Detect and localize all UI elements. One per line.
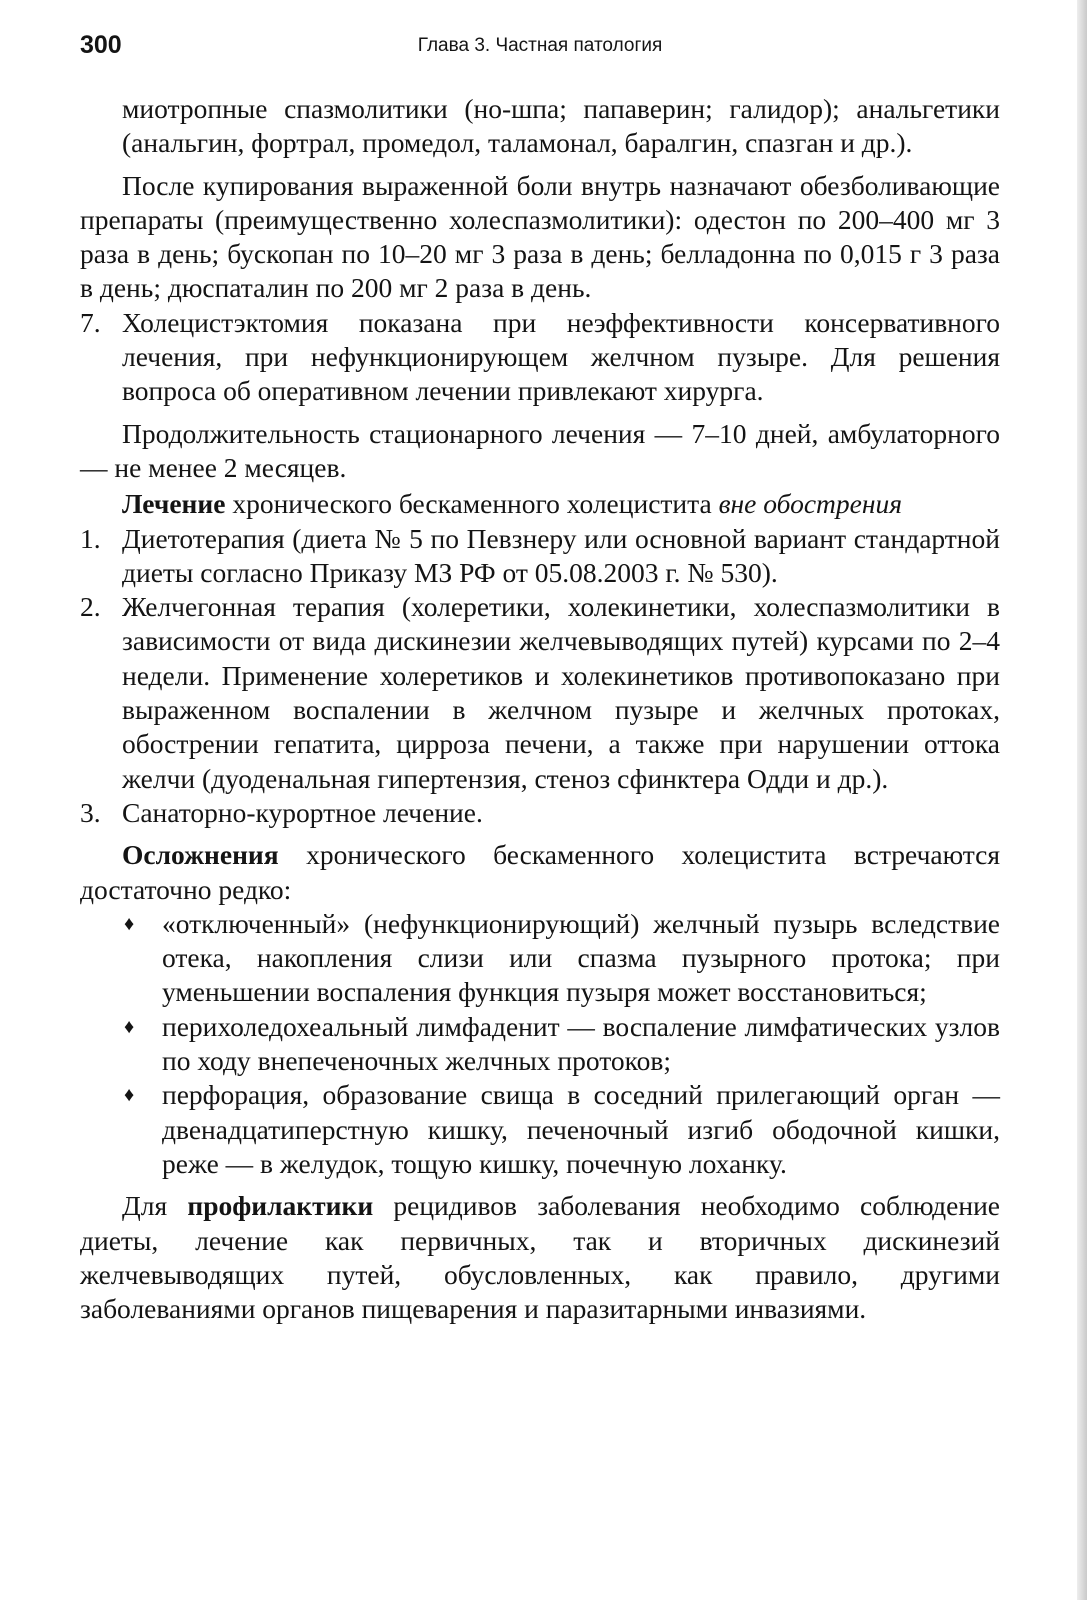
list-item-continuation: миотропные спазмолитики (но-шпа; папаверин; галидор); анальгетики (анальгин, фортрал, промедол, таламонал, баралгин, спазган и др.). [122, 93, 1000, 159]
prevention-paragraph [80, 1189, 1000, 1326]
list-item-7 [80, 306, 1000, 409]
treatment-heading-italic: вне обострения [718, 488, 903, 520]
list-item-text: Диетотерапия (диета № 5 по Певзнеру или основной вариант стандартной диеты согласно Приказу МЗ РФ от 05.08.2003 г. № 530). [122, 522, 1000, 588]
list-item-1 [80, 522, 1000, 591]
treatment-heading [80, 487, 1000, 521]
complications-paragraph [80, 838, 1000, 907]
list-item-text: Санаторно-курортное лечение. [122, 796, 483, 828]
page-body [80, 92, 1000, 1326]
list-item-text: Желчегонная терапия (холеретики, холекинетики, холеспазмолитики в зависимости от вида дискинезии желчевыводящих путей) курсами по 2–4 недели. Применение холеретиков и холекинетиков противопоказано при выраженном воспалении в желчном пузыре и желчных протоках, обострении гепатита, цирроза печени, а также при нарушении оттока желчи (дуоденальная гипертензия, стеноз сфинктера Одди и др.). [122, 591, 1000, 794]
bullet-item-3 [80, 1078, 1000, 1181]
list-item-2 [80, 590, 1000, 796]
paragraph-duration: Продолжительность стационарного лечения — 7–10 дней, амбулаторного — не менее 2 месяцев. [80, 417, 1000, 483]
bullet-diamond-icon: ♦ [124, 1084, 135, 1107]
bullet-item-2 [80, 1010, 1000, 1079]
bullet-text: перихоледохеальный лимфаденит — воспаление лимфатических узлов по ходу внепеченочных желчных протоков; [162, 1010, 1000, 1077]
page-edge-shadow [1077, 0, 1087, 1600]
prevention-text: рецидивов заболевания необходимо соблюдение диеты, лечение как первичных, так и вторичных дискинезий желчевыводящих путей, обусловленных, как правило, другими заболеваниями органов пищеварения и паразитарными инвазиями. [80, 1190, 1000, 1325]
page-number: 300 [80, 31, 122, 59]
paragraph-pain-relief: После купирования выраженной боли внутрь назначают обезболивающие препараты (преимущественно холеспазмолитики): одестон по 200–400 мг 3 раза в день; бускопан по 10–20 мг 3 раза в день; белладонна по 0,015 г 3 раза в день; дюспаталин по 200 мг 2 раза в день. [80, 169, 1000, 304]
list-item-3 [80, 796, 1000, 830]
list-item-text: Холецистэктомия показана при неэффективности консервативного лечения, при нефункционирующем желчном пузыре. Для решения вопроса об оперативном лечении привлекают хирурга. [122, 306, 1000, 407]
running-title: Глава 3. Частная патология [417, 35, 663, 56]
list-number: 1. [80, 522, 101, 554]
treatment-heading-text: хронического бескаменного холецистита [225, 488, 719, 520]
bullet-text: перфорация, образование свища в соседний прилегающий орган — двенадцатиперстную кишку, печеночный изгиб ободочной кишки, реже — в желудок, тощую кишку, почечную лоханку. [162, 1079, 1000, 1179]
treatment-heading-bold: Лечение [122, 488, 226, 520]
bullet-item-1 [80, 907, 1000, 1010]
bullet-diamond-icon: ♦ [124, 912, 135, 935]
prevention-lead: Для [122, 1190, 188, 1222]
list-number: 3. [80, 796, 101, 828]
bullet-diamond-icon: ♦ [124, 1015, 135, 1038]
prevention-bold: профилактики [187, 1190, 374, 1222]
list-number: 7. [80, 306, 101, 338]
complications-bold: Осложнения [122, 839, 279, 871]
complications-text: хронического бескаменного холецистита встречаются достаточно редко: [80, 839, 1000, 905]
page-header [80, 30, 1000, 62]
list-number: 2. [80, 591, 101, 623]
bullet-text: «отключенный» (нефункционирующий) желчный пузырь вследствие отека, накопления слизи или спазма пузырного протока; при уменьшении воспаления функция пузыря может восстановиться; [162, 907, 1000, 1008]
